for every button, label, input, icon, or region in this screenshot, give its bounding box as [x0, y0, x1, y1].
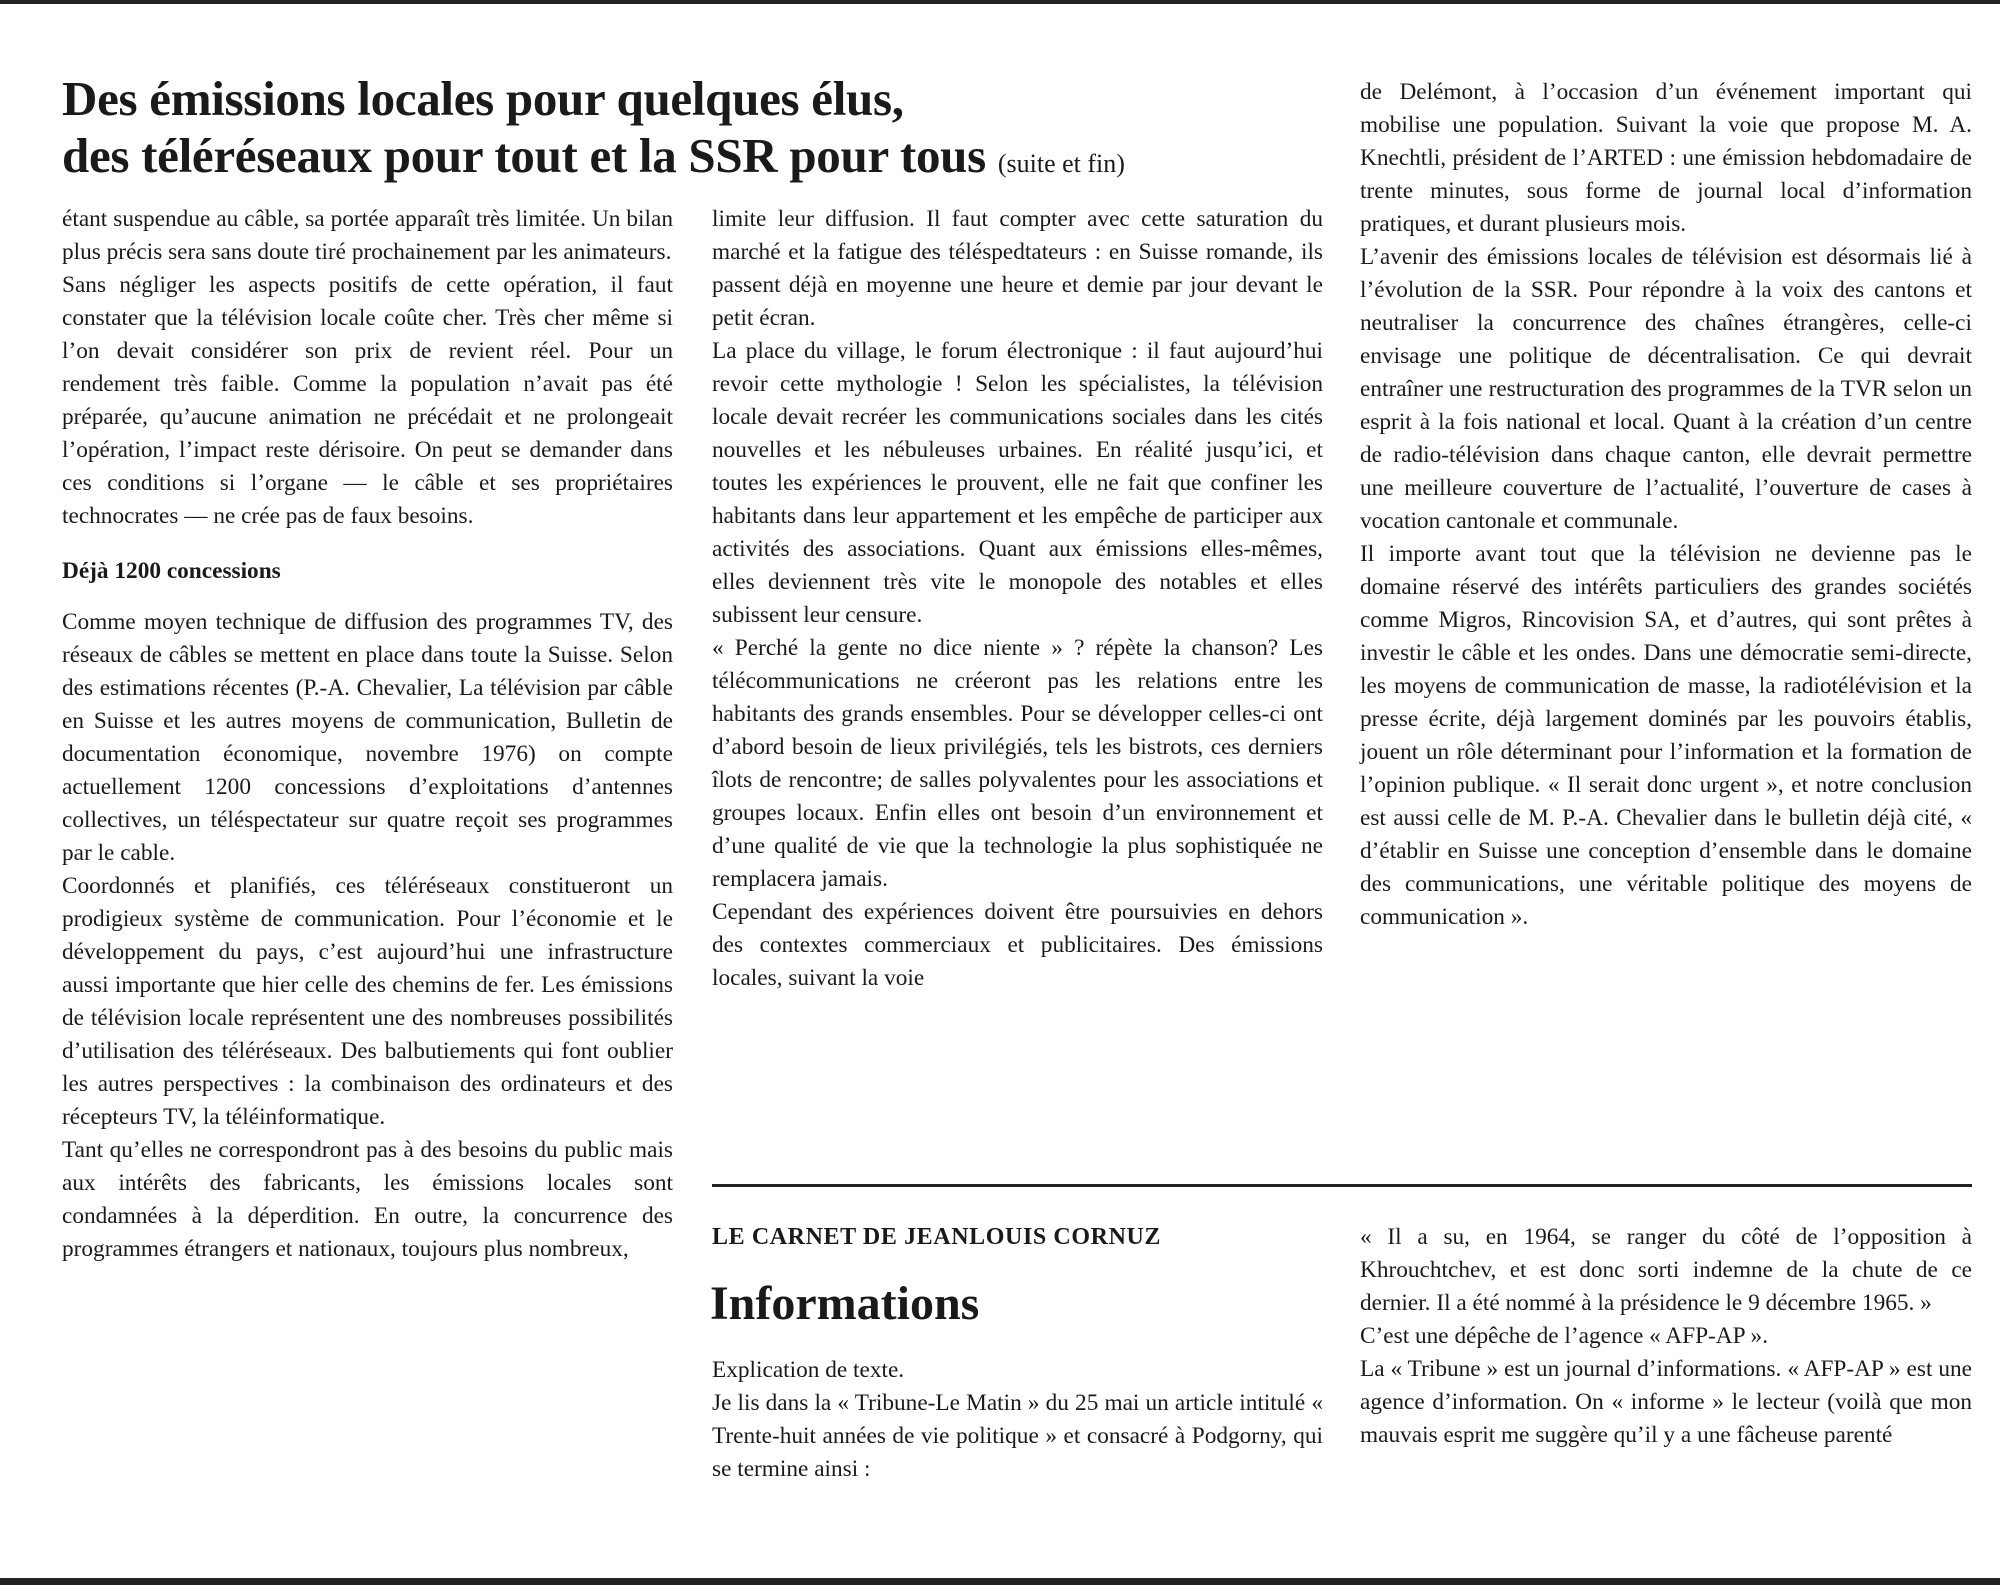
paragraph: Explication de texte. [712, 1357, 905, 1383]
paragraph: Je lis dans la « Tribune-Le Matin » du 25 mai un article intitulé « Trente-huit années de vie politique » et consacré à Podgorny, qui se termine ainsi : [712, 1390, 1323, 1482]
page-top-border [0, 0, 2000, 4]
paragraph: étant suspendue au câble, sa portée apparaît très limitée. Un bilan plus précis sera sans doute tiré prochainement par les animateurs. [62, 206, 673, 265]
headline-line-2 [62, 127, 1362, 192]
paragraph: Il importe avant tout que la télévision ne devienne pas le domaine réservé des intérêts particuliers des grandes sociétés comme Migros, Rincovision SA, et d’autres, qui sont prêtes à investir le câble et les ondes. Dans une démocratie semi-directe, les moyens de communication de masse, la radiotélévision et la presse écrite, déjà largement dominés par les pouvoirs établis, jouent un rôle déterminant pour l’information et la formation de l’opinion publique. « Il serait donc urgent », et notre conclusion est aussi celle de M. P.-A. Chevalier dans le bulletin déjà cité, « d’établir en Suisse une conception d’ensemble dans le domaine des communications, une véritable politique des moyens de communication ». [1360, 541, 1972, 930]
paragraph: L’avenir des émissions locales de télévision est désormais lié à l’évolution de la SSR. Pour répondre à la voix des cantons et neutraliser la concurrence des chaînes étrangères, celle-ci envisage une politique de décentralisation. Ce qui devrait entraîner une restructuration des programmes de la TVR selon un esprit à la fois national et local. Quant à la création d’un centre de radio-télévision dans chaque canton, elle devrait permettre une meilleure couverture de l’actualité, l’ouverture de cases à vocation cantonale et communale. [1360, 244, 1972, 534]
section-divider [712, 1184, 1972, 1187]
carnet-column-2 [1360, 1221, 1972, 1452]
paragraph: Cependant des expériences doivent être poursuivies en dehors des contextes commerciaux et publicitaires. Des émissions locales, suivant la voie [712, 899, 1323, 991]
headline-line-1: Des émissions locales pour quelques élus, [62, 71, 904, 126]
paragraph: Coordonnés et planifiés, ces téléréseaux constitueront un prodigieux système de communication. Pour l’économie et le développement du pays, c’est aujourd’hui une infrastructure aussi importante que hier celle des chemins de fer. Les émissions de télévision locale représentent une des nombreuses possibilités d’utilisation des téléréseaux. Des balbutiements qui font oublier les autres perspectives : la combinaison des ordinateurs et des récepteurs TV, la téléinformatique. [62, 873, 673, 1130]
carnet-column-1 [712, 1354, 1323, 1486]
paragraph: Comme moyen technique de diffusion des programmes TV, des réseaux de câbles se mettent en place dans toute la Suisse. Selon des estimations récentes (P.-A. Chevalier, La télévision par câble en Suisse et les autres moyens de communication, Bulletin de documentation économique, novembre 1976) on compte actuellement 1200 concessions d’exploitations d’antennes collectives, un téléspectateur sur quatre reçoit ses programmes par le cable. [62, 609, 673, 866]
headline-line-2-text: des téléréseaux pour tout et la SSR pour tous [62, 128, 986, 183]
page-bottom-border [0, 1578, 2000, 1585]
paragraph: Tant qu’elles ne correspondront pas à des besoins du public mais aux intérêts des fabricants, les émissions locales sont condamnées à la déperdition. En outre, la concurrence des programmes étrangers et nationaux, toujours plus nombreux, [62, 1137, 673, 1262]
carnet-kicker: LE CARNET DE JEANLOUIS CORNUZ [712, 1224, 1162, 1250]
paragraph: limite leur diffusion. Il faut compter avec cette saturation du marché et la fatigue des téléspedtateurs : en Suisse romande, ils passent déjà en moyenne une heure et demie par jour devant le petit écran. [712, 206, 1323, 331]
paragraph: C’est une dépêche de l’agence « AFP-AP ». [1360, 1323, 1769, 1349]
carnet-title: Informations [710, 1277, 980, 1330]
paragraph: La « Tribune » est un journal d’informations. « AFP-AP » est une agence d’information. On « informe » le lecteur (voilà que mon mauvais esprit me suggère qu’il y a une fâcheuse parenté [1360, 1356, 1972, 1448]
paragraph: « Perché la gente no dice niente » ? répète la chanson? Les télécommunications ne créeront pas les relations entre les habitants des grands ensembles. Pour se développer celles-ci ont d’abord besoin de lieux privilégiés, tels les bistrots, ces derniers îlots de rencontre; de salles polyvalentes pour les associations et groupes locaux. Enfin elles ont besoin d’un environnement et d’une qualité de vie que la technologie la plus sophistiquée ne remplacera jamais. [712, 635, 1323, 892]
article-headline [62, 70, 1362, 192]
section-subheading: Déjà 1200 concessions [62, 558, 281, 584]
paragraph: Sans négliger les aspects positifs de cette opération, il faut constater que la télévision locale coûte cher. Très cher même si l’on devait considérer son prix de revient réel. Pour un rendement très faible. Comme la population n’avait pas été préparée, qu’aucune animation ne précédait et ne prolongeait l’opération, l’impact reste dérisoire. On peut se demander dans ces conditions si l’organe — le câble et ses propriétaires technocrates — ne crée pas de faux besoins. [62, 272, 673, 529]
paragraph: La place du village, le forum électronique : il faut aujourd’hui revoir cette mythologie ! Selon les spécialistes, la télévision locale devait recréer les communications sociales dans les cités nouvelles et les nébuleuses urbaines. En réalité jusqu’ici, et toutes les expériences le prouvent, elle ne fait que confiner les habitants dans leur appartement et les empêche de participer aux activités des associations. Quant aux émissions elles-mêmes, elles deviennent très vite le monopole des notables et elles subissent leur censure. [712, 338, 1323, 628]
headline-suffix: (suite et fin) [997, 149, 1125, 178]
article-column-1 [62, 203, 673, 1266]
article-column-3 [1360, 76, 1972, 934]
paragraph: « Il a su, en 1964, se ranger du côté de l’opposition à Khrouchtchev, et est donc sorti indemne de la chute de ce dernier. Il a été nommé à la présidence le 9 décembre 1965. » [1360, 1224, 1972, 1316]
paragraph: de Delémont, à l’occasion d’un événement important qui mobilise une population. Suivant la voie que propose M. A. Knechtli, président de l’ARTED : une émission hebdomadaire de trente minutes, sous forme de journal local d’information pratiques, et durant plusieurs mois. [1360, 79, 1972, 237]
article-column-2 [712, 203, 1323, 995]
